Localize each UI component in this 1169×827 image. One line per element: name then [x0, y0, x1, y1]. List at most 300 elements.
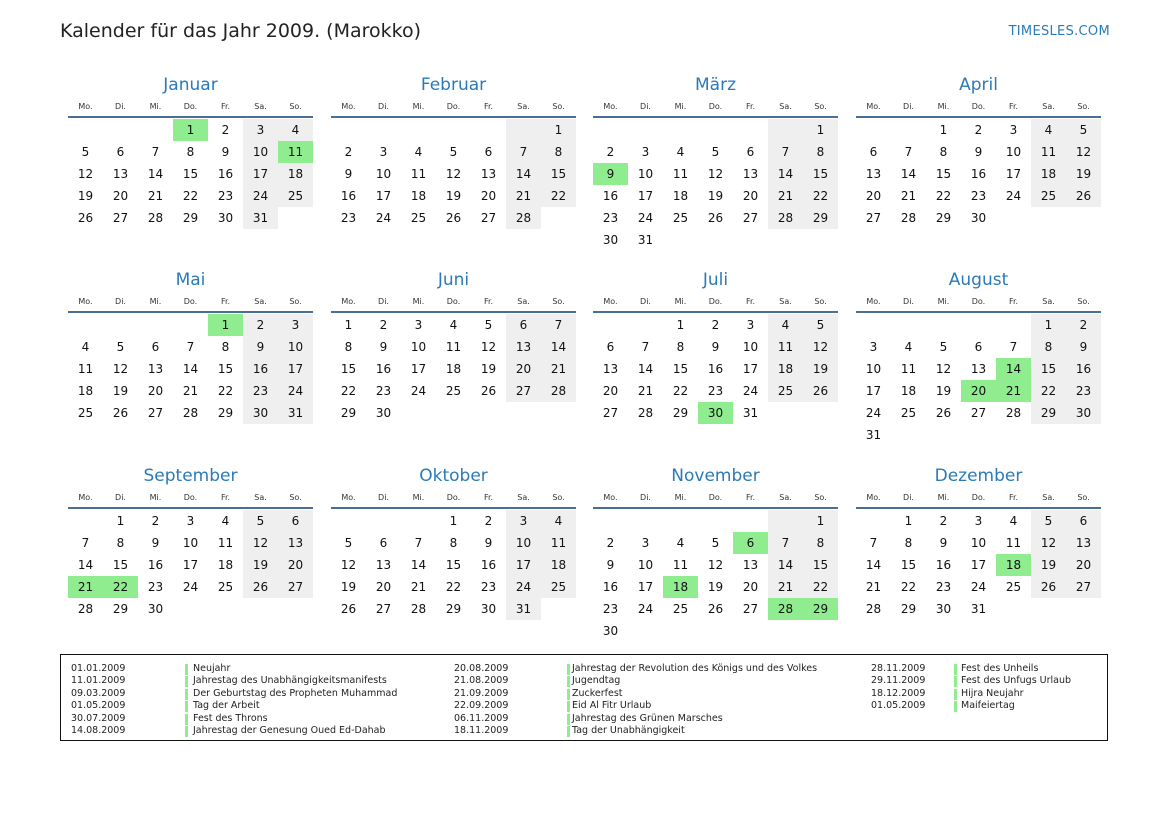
holiday-marker [185, 726, 188, 737]
weekday-label: Fr. [1008, 297, 1019, 306]
weekday-label: So. [1077, 297, 1090, 306]
day-cell: 14 [541, 336, 576, 358]
day-cell: 11 [672, 558, 689, 572]
empty-day-cell [103, 314, 138, 336]
day-cell: 9 [379, 340, 388, 354]
holiday-day-cell: 14 [996, 358, 1031, 380]
empty-day-cell [138, 119, 173, 141]
day-cell: 5 [711, 145, 720, 159]
holiday-marker [567, 714, 570, 725]
day-cell: 29 [182, 211, 199, 225]
weekday-label: Fr. [745, 102, 756, 111]
holiday-day-cell: 30 [698, 402, 733, 424]
day-cell: 19 [707, 189, 724, 203]
day-cell: 24 [243, 185, 278, 207]
weekday-header [593, 489, 838, 506]
month-divider [68, 507, 313, 509]
weekday-label: Di. [378, 297, 389, 306]
weekday-label: Di. [640, 102, 651, 111]
day-cell: 10 [742, 340, 759, 354]
day-cell: 26 [803, 380, 838, 402]
weekday-header [331, 98, 576, 115]
day-cell: 7 [151, 145, 160, 159]
day-cell: 31 [742, 406, 759, 420]
weekday-label: So. [1077, 493, 1090, 502]
day-cell: 12 [445, 167, 462, 181]
day-cell: 10 [278, 336, 313, 358]
day-cell: 14 [768, 163, 803, 185]
weekday-label: Di. [378, 102, 389, 111]
month-name: März [695, 75, 736, 95]
weekday-label: Fr. [745, 493, 756, 502]
empty-day-cell [331, 510, 366, 532]
weekday-label: Mi. [412, 102, 425, 111]
day-cell: 28 [1005, 406, 1022, 420]
day-cell: 22 [1031, 380, 1066, 402]
weekday-label: Di. [640, 297, 651, 306]
day-cell: 3 [186, 514, 195, 528]
day-cell: 16 [147, 558, 164, 572]
month-divider [593, 507, 838, 509]
holiday-date: 21.08.2009 [454, 675, 509, 687]
day-cell: 19 [803, 358, 838, 380]
holiday-day-cell: 11 [278, 141, 313, 163]
day-cell: 4 [676, 145, 685, 159]
day-cell: 24 [865, 406, 882, 420]
day-cell: 3 [641, 145, 650, 159]
day-cell: 1 [676, 318, 685, 332]
day-cell: 15 [935, 167, 952, 181]
weekday-label: Do. [446, 493, 461, 502]
weekday-label: Di. [115, 493, 126, 502]
day-cell: 22 [445, 580, 462, 594]
weekday-header [68, 489, 313, 506]
holiday-date: 09.03.2009 [71, 687, 126, 699]
weekday-label: Sa. [1042, 493, 1055, 502]
day-cell: 15 [803, 163, 838, 185]
holiday-name: Der Geburtstag des Propheten Muhammad [193, 687, 398, 699]
day-cell: 25 [410, 211, 427, 225]
weekday-label: Do. [446, 297, 461, 306]
holiday-date: 01.05.2009 [871, 700, 926, 712]
day-cell: 7 [506, 141, 541, 163]
empty-day-cell [698, 119, 733, 141]
weekday-label: Fr. [220, 102, 231, 111]
day-cell: 19 [243, 554, 278, 576]
day-cell: 2 [711, 318, 720, 332]
day-cell: 16 [1066, 358, 1101, 380]
day-cell: 29 [935, 211, 952, 225]
month-name: September [143, 466, 238, 486]
weekday-label: Mo. [866, 493, 881, 502]
day-cell: 10 [970, 536, 987, 550]
holiday-date: 30.07.2009 [71, 712, 126, 724]
weekday-label: Do. [446, 102, 461, 111]
day-cell: 21 [768, 576, 803, 598]
day-cell: 4 [449, 318, 458, 332]
empty-day-cell [628, 314, 663, 336]
weekday-label: Di. [115, 297, 126, 306]
day-cell: 17 [865, 384, 882, 398]
weekday-label: So. [814, 297, 827, 306]
holiday-marker [567, 689, 570, 700]
weekday-label: Do. [971, 297, 986, 306]
day-cell: 22 [803, 576, 838, 598]
weekday-header [593, 98, 838, 115]
weekday-label: Di. [903, 297, 914, 306]
day-cell: 27 [602, 406, 619, 420]
day-cell: 15 [541, 163, 576, 185]
holiday-marker [185, 689, 188, 700]
day-cell: 7 [641, 340, 650, 354]
day-cell: 3 [974, 514, 983, 528]
empty-day-cell [138, 314, 173, 336]
day-cell: 9 [939, 536, 948, 550]
day-cell: 14 [637, 362, 654, 376]
day-cell: 14 [410, 558, 427, 572]
day-cell: 18 [900, 384, 917, 398]
holiday-name: Fest des Unheils [961, 663, 1039, 674]
day-cell: 20 [602, 384, 619, 398]
holiday-day-cell: 18 [996, 554, 1031, 576]
month-juli [593, 269, 838, 424]
day-cell: 31 [278, 402, 313, 424]
day-cell: 4 [1031, 119, 1066, 141]
day-cell: 17 [970, 558, 987, 572]
empty-day-cell [593, 314, 628, 336]
day-cell: 27 [147, 406, 164, 420]
day-cell: 26 [1031, 576, 1066, 598]
day-cell: 29 [217, 406, 234, 420]
day-cell: 1 [116, 514, 125, 528]
day-cell: 16 [707, 362, 724, 376]
weekday-header [856, 489, 1101, 506]
holiday-date: 22.09.2009 [454, 700, 509, 712]
weekday-label: Mi. [412, 493, 425, 502]
empty-day-cell [891, 314, 926, 336]
day-cell: 7 [81, 536, 90, 550]
holiday-day-cell: 21 [68, 576, 103, 598]
holiday-day-cell: 1 [208, 314, 243, 336]
day-cell: 27 [278, 576, 313, 598]
weekday-label: Mo. [341, 102, 356, 111]
day-cell: 2 [606, 145, 615, 159]
day-cell: 31 [637, 233, 654, 247]
weekday-header [856, 293, 1101, 310]
day-cell: 22 [900, 580, 917, 594]
weekday-label: Fr. [483, 493, 494, 502]
day-cell: 17 [278, 358, 313, 380]
day-cell: 7 [541, 314, 576, 336]
empty-day-cell [768, 510, 803, 532]
day-cell: 23 [1066, 380, 1101, 402]
holiday-date: 01.01.2009 [71, 663, 126, 674]
day-cell: 23 [375, 384, 392, 398]
day-cell: 16 [602, 189, 619, 203]
day-cell: 13 [602, 362, 619, 376]
holiday-date: 20.08.2009 [454, 663, 509, 674]
day-cell: 10 [506, 532, 541, 554]
day-cell: 7 [869, 536, 878, 550]
weekday-label: Sa. [779, 297, 792, 306]
holiday-name: Maifeiertag [961, 700, 1015, 712]
month-divider [856, 116, 1101, 118]
weekday-header [68, 98, 313, 115]
day-cell: 13 [970, 362, 987, 376]
empty-day-cell [698, 510, 733, 532]
holiday-date: 28.11.2009 [871, 663, 926, 674]
month-divider [856, 507, 1101, 509]
day-cell: 21 [410, 580, 427, 594]
day-cell: 1 [939, 123, 948, 137]
weekday-label: Mi. [412, 297, 425, 306]
empty-day-cell [366, 510, 401, 532]
weekday-label: So. [552, 297, 565, 306]
day-cell: 18 [410, 189, 427, 203]
day-cell: 14 [900, 167, 917, 181]
day-cell: 13 [742, 167, 759, 181]
day-cell: 8 [541, 141, 576, 163]
day-cell: 15 [803, 554, 838, 576]
weekday-label: Fr. [483, 102, 494, 111]
day-cell: 24 [637, 602, 654, 616]
day-cell: 28 [865, 602, 882, 616]
day-cell: 1 [541, 119, 576, 141]
day-cell: 24 [637, 211, 654, 225]
weekday-label: Mi. [149, 102, 162, 111]
holiday-date: 11.01.2009 [71, 675, 126, 687]
day-cell: 16 [935, 558, 952, 572]
day-cell: 19 [77, 189, 94, 203]
day-cell: 27 [375, 602, 392, 616]
day-cell: 7 [768, 141, 803, 163]
day-cell: 27 [506, 380, 541, 402]
month-name: Januar [163, 75, 218, 95]
day-cell: 9 [974, 145, 983, 159]
day-cell: 8 [449, 536, 458, 550]
holiday-name: Jahrestag der Revolution des Königs und des Volkes [572, 663, 818, 674]
day-cell: 17 [506, 554, 541, 576]
day-cell: 5 [116, 340, 125, 354]
weekday-label: Sa. [779, 102, 792, 111]
day-cell: 19 [1066, 163, 1101, 185]
month-divider [331, 507, 576, 509]
weekday-label: Fr. [483, 297, 494, 306]
holiday-name: Jahrestag des Unabhängigkeitsmanifests [193, 675, 387, 687]
day-cell: 26 [243, 576, 278, 598]
month-name: November [671, 466, 760, 486]
day-cell: 26 [935, 406, 952, 420]
day-cell: 25 [1005, 580, 1022, 594]
day-cell: 27 [742, 211, 759, 225]
day-cell: 21 [900, 189, 917, 203]
day-cell: 4 [278, 119, 313, 141]
weekday-label: Sa. [254, 297, 267, 306]
holiday-name: Fest des Unfugs Urlaub [961, 675, 1072, 687]
day-cell: 21 [182, 384, 199, 398]
day-cell: 12 [803, 336, 838, 358]
weekday-label: Mo. [603, 493, 618, 502]
day-cell: 14 [865, 558, 882, 572]
day-cell: 23 [935, 580, 952, 594]
month-name: Juni [437, 270, 470, 290]
day-cell: 6 [278, 510, 313, 532]
day-cell: 1 [803, 119, 838, 141]
weekday-label: Mi. [937, 297, 950, 306]
day-cell: 6 [151, 340, 160, 354]
empty-day-cell [331, 119, 366, 141]
holiday-name: Eid Al Fitr Urlaub [572, 700, 652, 712]
weekday-label: Mo. [78, 102, 93, 111]
weekday-label: Mi. [937, 493, 950, 502]
weekday-label: So. [552, 102, 565, 111]
day-cell: 11 [672, 167, 689, 181]
day-cell: 1 [904, 514, 913, 528]
month-dezember [856, 465, 1101, 620]
day-cell: 18 [278, 163, 313, 185]
holiday-marker [954, 689, 957, 700]
holiday-day-cell: 28 [768, 598, 803, 620]
day-cell: 27 [865, 211, 882, 225]
holiday-marker [567, 726, 570, 737]
holiday-name: Tag der Arbeit [193, 700, 260, 712]
day-cell: 18 [445, 362, 462, 376]
day-cell: 9 [344, 167, 353, 181]
month-januar [68, 74, 313, 229]
day-cell: 28 [506, 207, 541, 229]
empty-day-cell [68, 314, 103, 336]
day-cell: 8 [803, 141, 838, 163]
day-cell: 20 [112, 189, 129, 203]
day-cell: 2 [221, 123, 230, 137]
day-cell: 30 [1066, 402, 1101, 424]
day-cell: 1 [803, 510, 838, 532]
weekday-label: Di. [115, 102, 126, 111]
day-cell: 6 [974, 340, 983, 354]
page-title: Kalender für das Jahr 2009. (Marokko) [60, 20, 422, 42]
month-name: Juli [702, 270, 729, 290]
day-cell: 15 [217, 362, 234, 376]
weekday-label: Di. [640, 493, 651, 502]
weekday-label: Mi. [674, 102, 687, 111]
day-cell: 8 [904, 536, 913, 550]
day-cell: 21 [541, 358, 576, 380]
day-grid [856, 314, 1101, 446]
day-cell: 8 [676, 340, 685, 354]
day-cell: 7 [186, 340, 195, 354]
day-cell: 11 [768, 336, 803, 358]
day-cell: 2 [344, 145, 353, 159]
day-cell: 25 [445, 384, 462, 398]
weekday-header [331, 489, 576, 506]
day-cell: 31 [865, 428, 882, 442]
weekday-label: Sa. [254, 493, 267, 502]
day-cell: 15 [445, 558, 462, 572]
day-cell: 31 [243, 207, 278, 229]
holiday-date: 29.11.2009 [871, 675, 926, 687]
day-cell: 12 [707, 558, 724, 572]
day-cell: 19 [707, 580, 724, 594]
day-cell: 24 [375, 211, 392, 225]
weekday-label: Di. [378, 493, 389, 502]
day-cell: 2 [151, 514, 160, 528]
empty-day-cell [436, 119, 471, 141]
day-cell: 23 [147, 580, 164, 594]
weekday-label: Fr. [220, 297, 231, 306]
day-cell: 4 [414, 145, 423, 159]
day-cell: 30 [147, 602, 164, 616]
day-cell: 26 [480, 384, 497, 398]
day-grid [68, 510, 313, 620]
brand-logo-link[interactable]: TIMESLES.COM [1008, 24, 1110, 39]
day-cell: 22 [217, 384, 234, 398]
day-cell: 30 [243, 402, 278, 424]
day-cell: 6 [379, 536, 388, 550]
day-cell: 22 [672, 384, 689, 398]
empty-day-cell [856, 510, 891, 532]
month-februar [331, 74, 576, 229]
month-april [856, 74, 1101, 229]
day-cell: 26 [707, 602, 724, 616]
day-cell: 4 [676, 536, 685, 550]
day-cell: 15 [340, 362, 357, 376]
holiday-name: Jahrestag des Grünen Marsches [572, 712, 723, 724]
day-cell: 6 [746, 145, 755, 159]
holiday-marker [954, 664, 957, 675]
day-cell: 20 [865, 189, 882, 203]
weekday-label: Mi. [149, 493, 162, 502]
weekday-label: So. [814, 493, 827, 502]
day-grid [856, 510, 1101, 620]
day-cell: 16 [217, 167, 234, 181]
day-cell: 6 [1066, 510, 1101, 532]
holiday-name: Jahrestag der Genesung Oued Ed-Dahab [193, 724, 386, 736]
day-cell: 15 [1031, 358, 1066, 380]
day-cell: 19 [340, 580, 357, 594]
day-cell: 10 [637, 167, 654, 181]
weekday-label: So. [289, 102, 302, 111]
day-cell: 12 [340, 558, 357, 572]
day-cell: 24 [506, 576, 541, 598]
day-cell: 23 [602, 211, 619, 225]
day-cell: 9 [711, 340, 720, 354]
day-cell: 23 [340, 211, 357, 225]
day-cell: 27 [742, 602, 759, 616]
empty-day-cell [401, 119, 436, 141]
day-grid [331, 314, 576, 424]
day-cell: 24 [278, 380, 313, 402]
empty-day-cell [663, 119, 698, 141]
day-cell: 25 [77, 406, 94, 420]
day-cell: 5 [81, 145, 90, 159]
day-cell: 30 [935, 602, 952, 616]
day-cell: 2 [939, 514, 948, 528]
day-cell: 10 [182, 536, 199, 550]
day-cell: 20 [375, 580, 392, 594]
day-cell: 1 [1031, 314, 1066, 336]
month-name: Mai [175, 270, 206, 290]
empty-day-cell [628, 119, 663, 141]
day-cell: 16 [480, 558, 497, 572]
day-cell: 5 [803, 314, 838, 336]
day-cell: 5 [344, 536, 353, 550]
weekday-label: Mi. [674, 493, 687, 502]
weekday-label: Sa. [517, 297, 530, 306]
day-cell: 14 [77, 558, 94, 572]
month-divider [331, 311, 576, 313]
day-cell: 21 [865, 580, 882, 594]
day-cell: 14 [768, 554, 803, 576]
